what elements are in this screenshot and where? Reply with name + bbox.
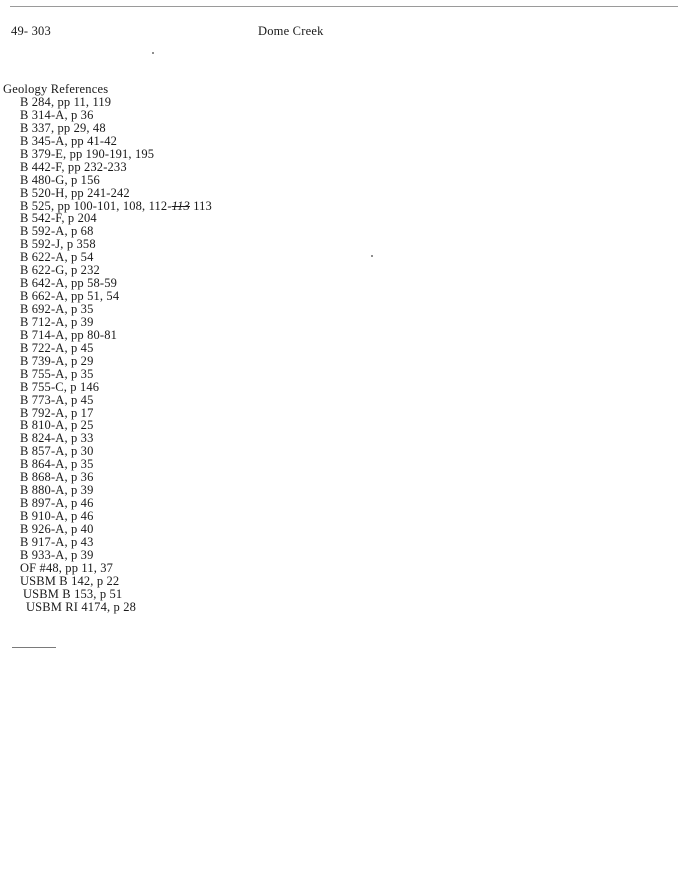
reference-text: B 480-G, p 156: [20, 172, 100, 187]
reference-text: B 692-A, p 35: [20, 302, 94, 316]
reference-text: B 714-A, pp 80-81: [20, 327, 117, 342]
reference-text: B 712-A, p 39: [20, 314, 94, 329]
scan-speck: [371, 255, 373, 257]
reference-text: B 345-A, pp 41-42: [20, 133, 117, 148]
reference-text: B 337, pp 29, 48: [20, 120, 106, 135]
reference-text: B 868-A, p 36: [20, 470, 94, 485]
reference-text: B 592-A, p 68: [20, 224, 94, 239]
reference-text: B 525, pp 100-101, 108, 112-: [20, 198, 172, 213]
reference-text: B 520-H, pp 241-242: [20, 185, 130, 200]
reference-text: B 284, pp 11, 119: [20, 95, 112, 109]
reference-text: B 824-A, p 33: [20, 431, 94, 446]
reference-text: B 442-F, pp 232-233: [20, 159, 127, 174]
reference-text: B 897-A, p 46: [20, 496, 94, 511]
reference-text: B 864-A, p 35: [20, 457, 94, 472]
reference-text: B 880-A, p 39: [20, 483, 94, 498]
reference-text: B 910-A, p 46: [20, 509, 94, 523]
struck-correction: 113: [171, 198, 190, 213]
reference-text: USBM RI 4174, p 28: [26, 599, 137, 614]
reference-text: B 755-A, p 35: [20, 366, 94, 381]
reference-text: USBM B 142, p 22: [20, 573, 120, 588]
margin-dash: [12, 647, 56, 648]
reference-text: B 926-A, p 40: [20, 521, 94, 536]
scan-speck: [152, 52, 154, 54]
top-rule: [10, 6, 678, 7]
reference-text: B 314-A, p 36: [20, 107, 94, 122]
reference-text: B 622-G, p 232: [20, 263, 100, 278]
reference-text: OF #48, pp 11, 37: [20, 560, 114, 575]
reference-text: B 662-A, pp 51, 54: [20, 289, 120, 304]
reference-text: B 755-C, p 146: [20, 379, 100, 394]
reference-list: [20, 96, 212, 614]
reference-text: B 379-E, pp 190-191, 195: [20, 146, 155, 161]
reference-text: B 933-A, p 39: [20, 547, 94, 562]
reference-text: B 722-A, p 45: [20, 340, 94, 355]
reference-text: B 542-F, p 204: [20, 211, 97, 226]
reference-text: B 917-A, p 43: [20, 534, 94, 549]
reference-item: [20, 601, 212, 614]
reference-text: B 810-A, p 25: [20, 418, 94, 433]
reference-text: B 622-A, p 54: [20, 250, 94, 265]
reference-text: B 773-A, p 45: [20, 392, 94, 407]
record-id: 49- 303: [11, 24, 51, 38]
reference-text: B 642-A, pp 58-59: [20, 276, 117, 291]
reference-text: B 592-J, p 358: [20, 237, 96, 252]
reference-text: USBM B 153, p 51: [23, 586, 123, 601]
reference-text: B 792-A, p 17: [20, 405, 94, 420]
reference-text-continued: 113: [189, 198, 212, 213]
section-heading: Geology References: [3, 82, 109, 96]
document-title: Dome Creek: [258, 24, 324, 38]
reference-text: B 739-A, p 29: [20, 353, 94, 368]
reference-text: B 857-A, p 30: [20, 444, 94, 459]
